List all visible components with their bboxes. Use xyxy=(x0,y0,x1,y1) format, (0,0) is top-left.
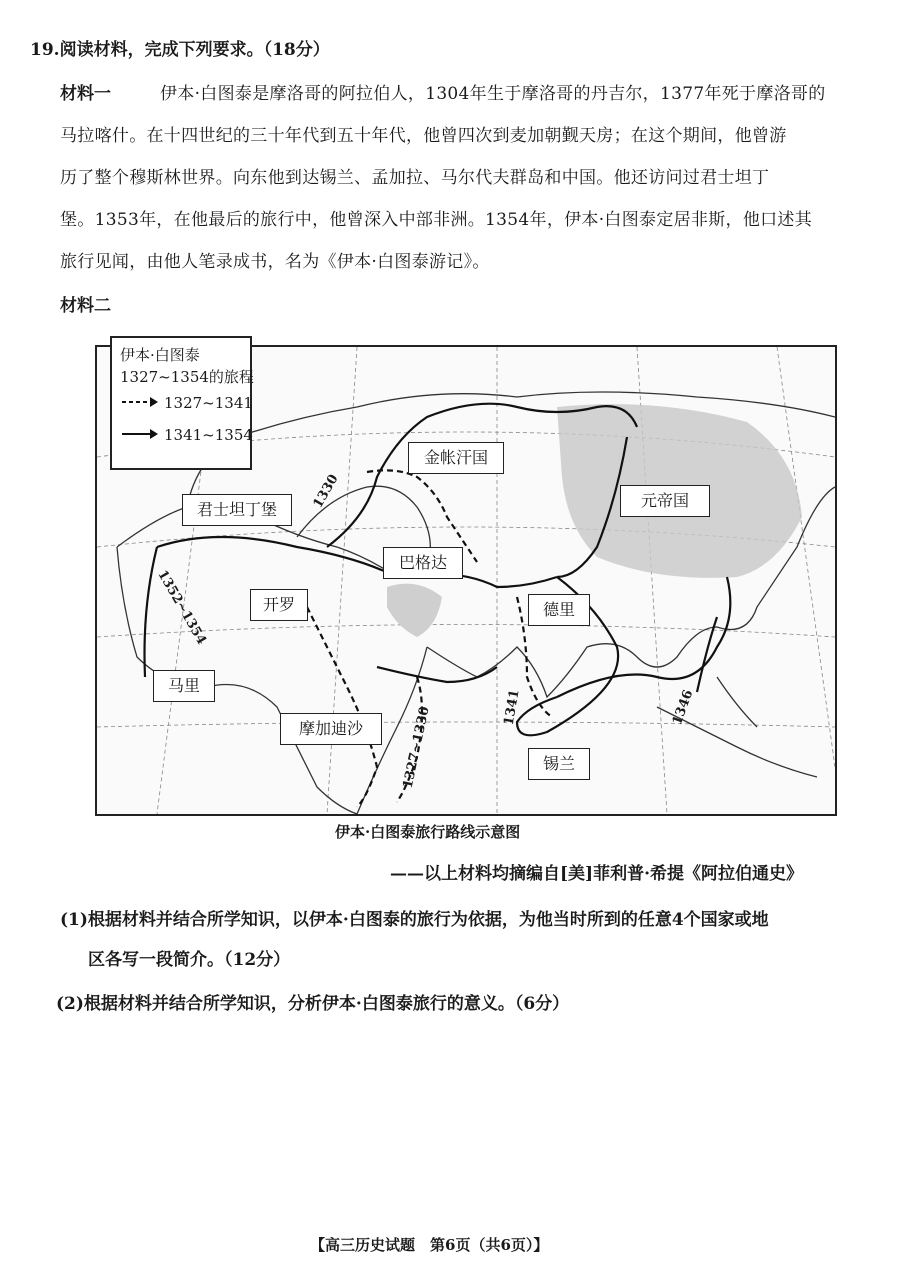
legend-dashed-arrow-icon xyxy=(120,396,160,408)
page-footer: 【高三历史试题 第6页（共6页）】 xyxy=(310,1236,549,1254)
legend-solid-arrow-icon xyxy=(120,428,160,440)
question-heading: 19.阅读材料，完成下列要求。（18分） xyxy=(30,40,330,60)
place-mogadishu: 摩加迪沙 xyxy=(280,713,382,745)
place-delhi: 德里 xyxy=(528,594,590,626)
source-note: ——以上材料均摘编自[美]菲利普·希提《阿拉伯通史》 xyxy=(390,864,804,884)
material1-line-5: 旅行见闻，由他人笔录成书，名为《伊本·白图泰游记》。 xyxy=(60,252,490,272)
place-golden-horde: 金帐汗国 xyxy=(408,442,504,474)
legend-title-1: 伊本·白图泰 xyxy=(120,346,200,364)
place-ceylon: 锡兰 xyxy=(528,748,590,780)
material1-line-3: 历了整个穆斯林世界。向东他到达锡兰、孟加拉、马尔代夫群岛和中国。他还访问过君士坦丁 xyxy=(60,168,770,188)
baghdad-region xyxy=(387,584,442,637)
subquestion-1-line-1: (1)根据材料并结合所学知识，以伊本·白图泰的旅行为依据，为他当时所到的任意4个国家或地 xyxy=(60,910,769,930)
subquestion-2: (2)根据材料并结合所学知识，分析伊本·白图泰旅行的意义。（6分） xyxy=(56,994,570,1014)
material1-line-4: 堡。1353年，在他最后的旅行中，他曾深入中部非洲。1354年，伊本·白图泰定居非斯，他口述其 xyxy=(60,210,813,230)
subquestion-1-line-2: 区各写一段简介。（12分） xyxy=(88,950,291,970)
route-label-1330: 1330 xyxy=(310,472,342,511)
map-caption: 伊本·白图泰旅行路线示意图 xyxy=(335,823,521,841)
place-baghdad: 巴格达 xyxy=(383,547,463,579)
map-legend xyxy=(110,336,252,470)
legend-title-2: 1327~1354的旅程 xyxy=(120,368,254,386)
route-label-1346: 1346 xyxy=(669,687,697,728)
material2-label: 材料二 xyxy=(60,296,111,316)
place-mali: 马里 xyxy=(153,670,215,702)
place-constantinople: 君士坦丁堡 xyxy=(182,494,292,526)
route-label-1352: 1352~1354 xyxy=(154,567,209,648)
route-label-1327: 1327~1330 xyxy=(400,705,433,790)
material1-line-2: 马拉喀什。在十四世纪的三十年代到五十年代，他曾四次到麦加朝觐天房；在这个期间，他曾游 xyxy=(60,126,787,146)
legend-dashed-label: 1327~1341 xyxy=(164,394,253,412)
legend-solid-label: 1341~1354 xyxy=(164,426,253,444)
place-yuan: 元帝国 xyxy=(620,485,710,517)
route-label-1341: 1341 xyxy=(501,688,523,727)
material1-label: 材料一 xyxy=(60,84,111,104)
place-cairo: 开罗 xyxy=(250,589,308,621)
material1-line-1: 伊本·白图泰是摩洛哥的阿拉伯人，1304年生于摩洛哥的丹吉尔，1377年死于摩洛哥的 xyxy=(160,84,826,104)
dashed-routes xyxy=(307,470,552,807)
